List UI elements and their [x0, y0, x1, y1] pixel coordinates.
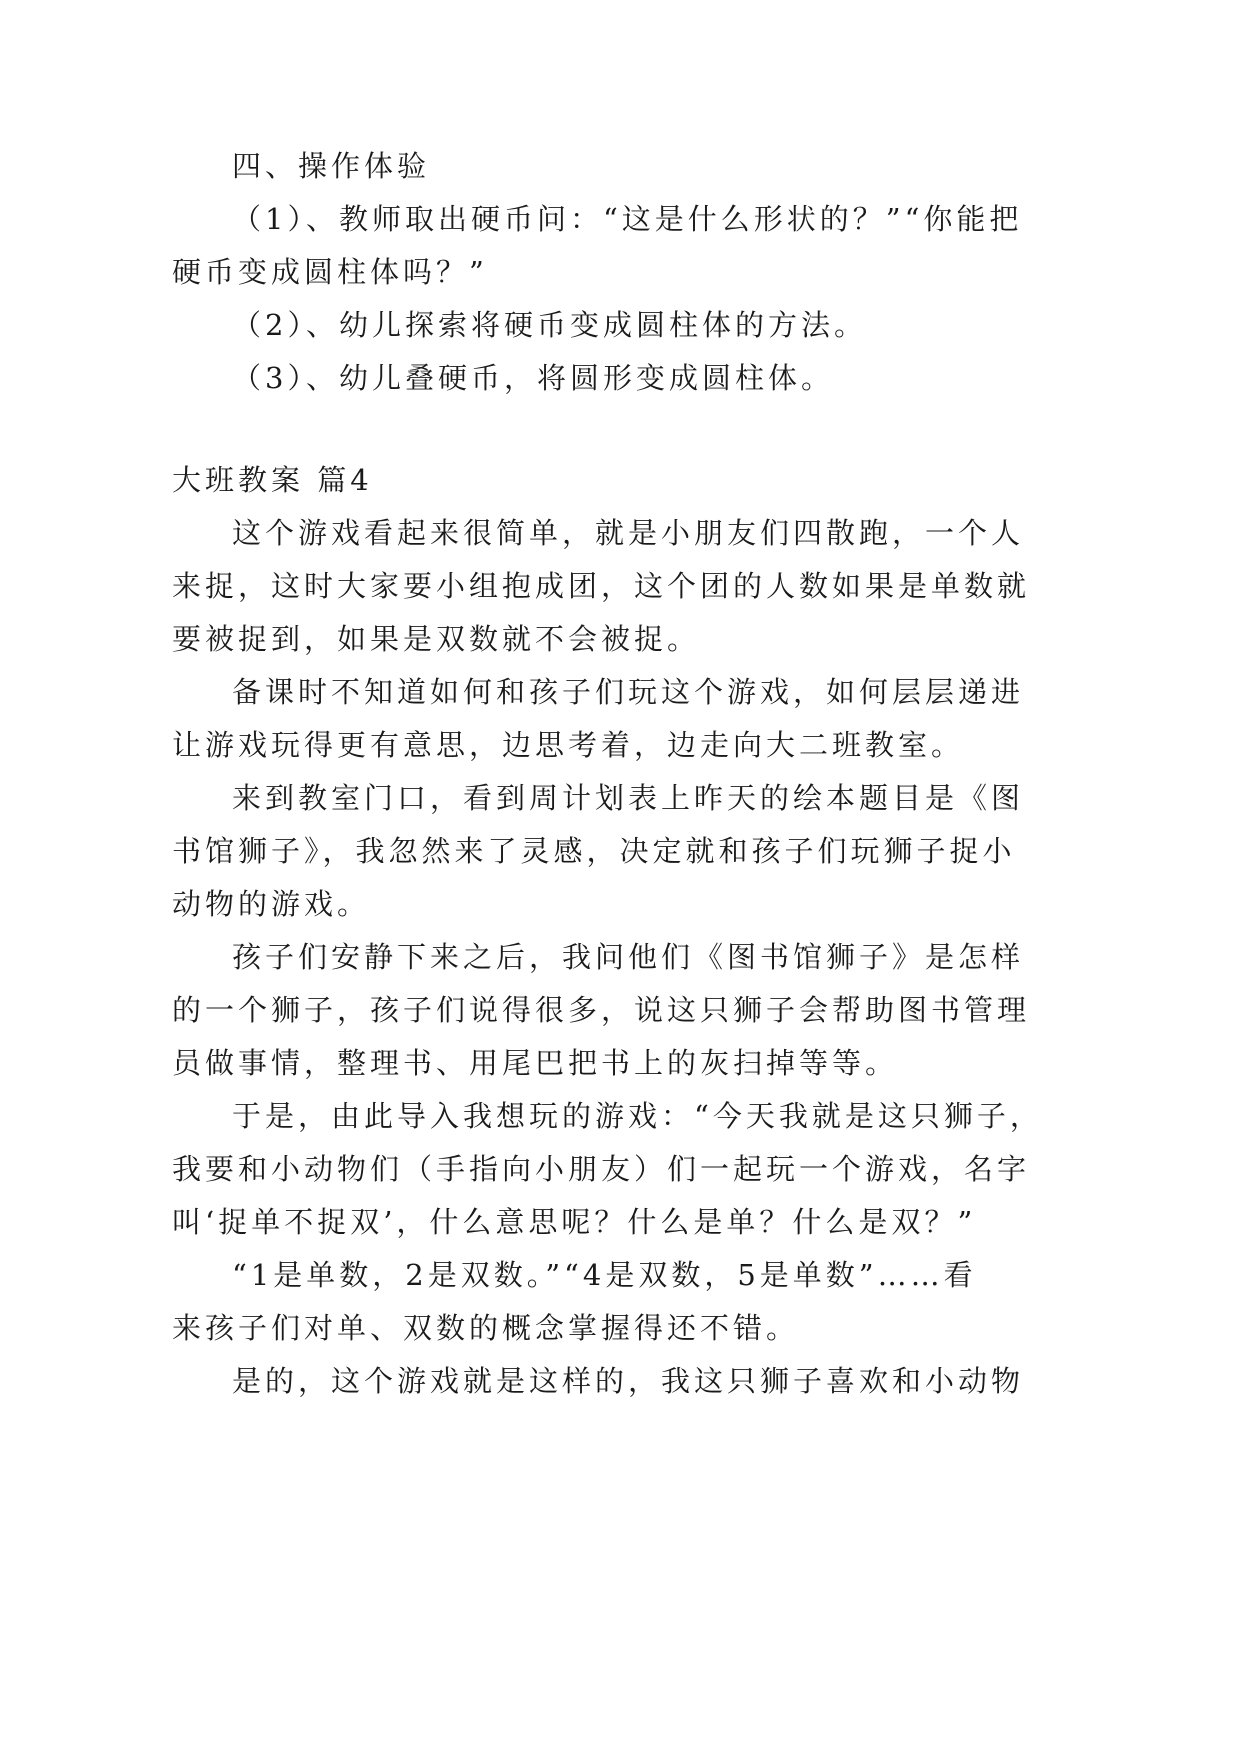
paragraph-line: 动物的游戏。: [172, 887, 371, 921]
paragraph-line: 于是，由此导入我想玩的游戏：“今天我就是这只狮子，: [232, 1099, 1043, 1133]
paragraph-line: 是的，这个游戏就是这样的，我这只狮子喜欢和小动物: [232, 1364, 1025, 1398]
section-heading: 四、操作体验: [232, 149, 431, 183]
paragraph-line: （2）、幼儿探索将硬币变成圆柱体的方法。: [232, 308, 867, 342]
paragraph-line: 来捉，这时大家要小组抱成团，这个团的人数如果是单数就: [172, 569, 1031, 603]
paragraph-line: 让游戏玩得更有意思，边思考着，边走向大二班教室。: [172, 728, 965, 762]
paragraph-line: 叫‘捉单不捉双’，什么意思呢？什么是单？什么是双？”: [172, 1205, 977, 1239]
paragraph-line: “1是单数，2是双数。”“4是双数，5是单数”……看: [232, 1258, 977, 1292]
paragraph-line: 员做事情，整理书、用尾巴把书上的灰扫掉等等。: [172, 1046, 899, 1080]
paragraph-line: 来到教室门口，看到周计划表上昨天的绘本题目是《图: [232, 781, 1025, 815]
paragraph-line: 要被捉到，如果是双数就不会被捉。: [172, 622, 701, 656]
paragraph-line: 来孩子们对单、双数的概念掌握得还不错。: [172, 1311, 800, 1345]
paragraph-line: （3）、幼儿叠硬币，将圆形变成圆柱体。: [232, 361, 834, 395]
paragraph-line: 我要和小动物们（手指向小朋友）们一起玩一个游戏，名字: [172, 1152, 1031, 1186]
paragraph-line: 备课时不知道如何和孩子们玩这个游戏，如何层层递进: [232, 675, 1025, 709]
paragraph-line: 硬币变成圆柱体吗？”: [172, 255, 488, 289]
paragraph-line: 的一个狮子，孩子们说得很多，说这只狮子会帮助图书管理: [172, 993, 1031, 1027]
article-title: 大班教案 篇4: [172, 463, 373, 497]
paragraph-line: 书馆狮子》，我忽然来了灵感，决定就和孩子们玩狮子捉小: [172, 834, 1016, 868]
paragraph-line: 孩子们安静下来之后，我问他们《图书馆狮子》是怎样: [232, 940, 1025, 974]
paragraph-line: 这个游戏看起来很简单，就是小朋友们四散跑，一个人: [232, 516, 1025, 550]
paragraph-line: （1）、教师取出硬币问：“这是什么形状的？”“你能把: [232, 202, 1023, 236]
